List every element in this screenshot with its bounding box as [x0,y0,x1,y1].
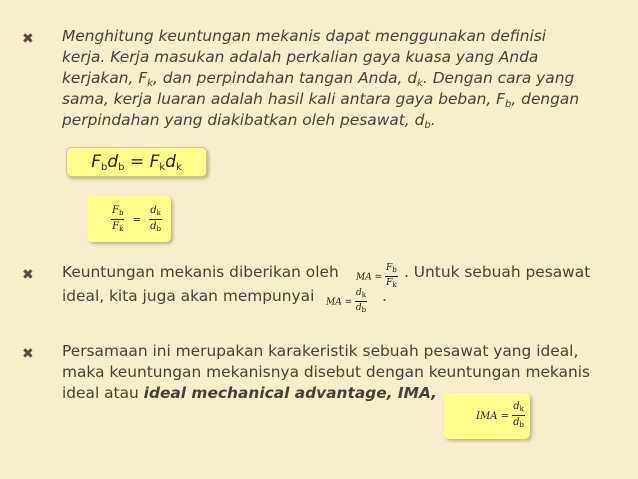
close-icon: ✖ [22,346,34,362]
p3-line-2: maka keuntungan mekanisnya disebut dengan keuntungan mekanis [62,363,591,381]
p1-line-3: kerjakan, $F_k$, dan perpindahan tangan Anda, $d_k$. Dengan cara yang [62,69,575,89]
p3-line-1: Persamaan ini merupakan karakeristik sebuah pesawat yang ideal, [62,342,579,360]
p2-line-2: ideal, kita juga akan mempunyai [62,287,315,305]
ratio-left-fraction: $\frac{F_b}{F_k}$ [112,205,124,233]
p1-line-2: kerja. Kerja masukan adalah perkalian gaya kuasa yang Anda [62,48,539,66]
paragraph-work-definition [62,26,632,131]
p1-line-4: sama, kerja luaran adalah hasil kali antara gaya beban, $F_b$, dengan [62,90,580,110]
close-icon: ✖ [22,267,34,283]
ima-formula: IMA = $\frac{d_k}{d_b}$ [444,393,530,439]
p1-line-1: Menghitung keuntungan mekanis dapat menggunakan definisi [62,27,547,45]
paragraph-ideal-ma [62,341,632,404]
ratio-right-fraction: $\frac{d_k}{d_b}$ [150,205,161,233]
ma-force-ratio-formula: MA = $\frac{F_b}{F_k}$ [356,263,397,289]
close-icon: ✖ [22,31,34,47]
ratio-formula: $\frac{F_b}{F_k}$ = $\frac{d_k}{d_b}$ [87,196,171,242]
p2-line-1: Keuntungan mekanis diberikan oleh [62,263,339,281]
p2-line-1-end: . Untuk sebuah pesawat [404,263,591,281]
p2-line-2-end: . [382,287,387,305]
p1-line-5: perpindahan yang diakibatkan oleh pesawat, $d_b$. [62,111,436,131]
p3-line-3: ideal atau ideal mechanical advantage, IMA, [62,384,438,402]
ma-distance-ratio-formula: MA = $\frac{d_k}{d_b}$ [326,288,367,314]
work-equality-formula: $F_bd_b = F_kd_k$ [66,147,207,177]
